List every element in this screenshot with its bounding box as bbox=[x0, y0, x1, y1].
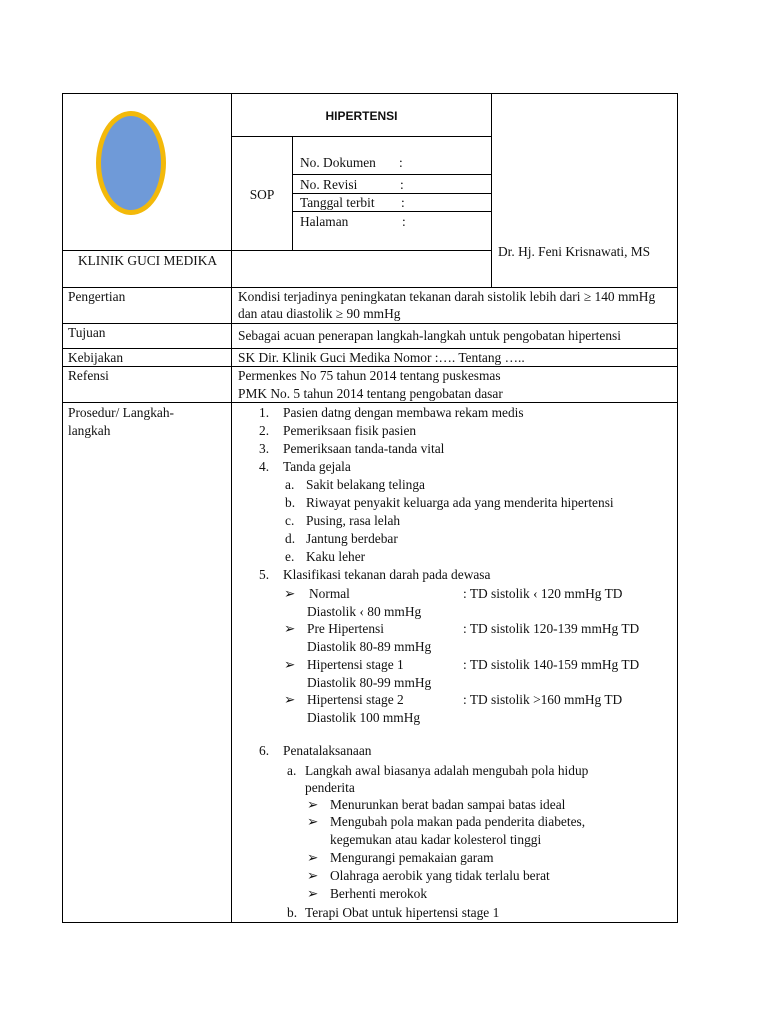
penatalaksanaan-item-cont: kegemukan atau kadar kolesterol tinggi bbox=[330, 832, 542, 847]
step-number: 4. bbox=[259, 459, 270, 474]
text-refensi-1: Permenkes No 75 tahun 2014 tentang puskesmas bbox=[238, 368, 501, 383]
klasifikasi-name: Hipertensi stage 2 bbox=[307, 692, 404, 707]
field-tanggal-terbit: Tanggal terbit bbox=[300, 195, 375, 210]
klasifikasi-value: : TD sistolik 140-159 mmHg TD bbox=[463, 657, 640, 672]
field-no-dokumen: No. Dokumen bbox=[300, 155, 376, 170]
label-prosedur-cont: langkah bbox=[68, 423, 111, 438]
step-text: Klasifikasi tekanan darah pada dewasa bbox=[283, 567, 491, 582]
klasifikasi-cont: Diastolik ‹ 80 mmHg bbox=[307, 604, 422, 619]
arrowhead-bullet-icon: ➢ bbox=[284, 621, 296, 636]
klasifikasi-value: : TD sistolik >160 mmHg TD bbox=[463, 692, 623, 707]
gejala-letter: b. bbox=[285, 495, 296, 510]
penatalaksanaan-a: Langkah awal biasanya adalah mengubah pola hidup bbox=[305, 763, 589, 778]
klasifikasi-cont: Diastolik 80-99 mmHg bbox=[307, 675, 432, 690]
klasifikasi-value: : TD sistolik ‹ 120 mmHg TD bbox=[463, 586, 623, 601]
penatalaksanaan-letter: a. bbox=[287, 763, 297, 778]
klasifikasi-name: Pre Hipertensi bbox=[307, 621, 384, 636]
arrowhead-bullet-icon: ➢ bbox=[307, 868, 319, 883]
signatory-name: Dr. Hj. Feni Krisnawati, MS bbox=[498, 244, 651, 259]
step-text: Pemeriksaan fisik pasien bbox=[283, 423, 417, 438]
penatalaksanaan-item: Berhenti merokok bbox=[330, 886, 428, 901]
table-border bbox=[62, 93, 678, 94]
sop-label: SOP bbox=[249, 187, 275, 202]
gejala-item: Pusing, rasa lelah bbox=[306, 513, 401, 528]
step-text: Pemeriksaan tanda-tanda vital bbox=[283, 441, 445, 456]
step-text: Penatalaksanaan bbox=[283, 743, 372, 758]
gejala-item: Sakit belakang telinga bbox=[306, 477, 425, 492]
gejala-letter: d. bbox=[285, 531, 296, 546]
gejala-letter: c. bbox=[285, 513, 295, 528]
penatalaksanaan-item: Mengurangi pemakaian garam bbox=[330, 850, 494, 865]
field-separator: : bbox=[401, 195, 405, 210]
penatalaksanaan-item: Olahraga aerobik yang tidak terlalu berat bbox=[330, 868, 550, 883]
penatalaksanaan-item: Mengubah pola makan pada penderita diabetes, bbox=[330, 814, 586, 829]
penatalaksanaan-item: Menurunkan berat badan sampai batas ideal bbox=[330, 797, 566, 812]
step-text: Tanda gejala bbox=[283, 459, 351, 474]
clinic-name: KLINIK GUCI MEDIKA bbox=[77, 253, 218, 268]
text-pengertian: Kondisi terjadinya peningkatan tekanan darah sistolik lebih dari ≥ 140 mmHg dan atau diastolik ≥ 90 mmHg bbox=[238, 289, 656, 321]
step-number: 2. bbox=[259, 423, 270, 438]
arrowhead-bullet-icon: ➢ bbox=[284, 692, 296, 707]
gejala-item: Riwayat penyakit keluarga ada yang menderita hipertensi bbox=[306, 495, 614, 510]
field-separator: : bbox=[402, 214, 406, 229]
gejala-item: Jantung berdebar bbox=[306, 531, 398, 546]
arrowhead-bullet-icon: ➢ bbox=[307, 797, 319, 812]
text-kebijakan: SK Dir. Klinik Guci Medika Nomor :…. Tentang ….. bbox=[238, 350, 525, 365]
sop-document bbox=[62, 93, 678, 923]
step-number: 1. bbox=[259, 405, 270, 420]
field-separator: : bbox=[400, 177, 404, 192]
label-pengertian: Pengertian bbox=[68, 289, 126, 304]
arrowhead-bullet-icon: ➢ bbox=[307, 814, 319, 829]
arrowhead-bullet-icon: ➢ bbox=[284, 586, 296, 601]
step-number: 6. bbox=[259, 743, 270, 758]
penatalaksanaan-a-cont: penderita bbox=[305, 780, 355, 795]
table-divider bbox=[62, 250, 492, 251]
gejala-letter: a. bbox=[285, 477, 295, 492]
label-refensi: Refensi bbox=[68, 368, 109, 383]
klasifikasi-name: Normal bbox=[309, 586, 350, 601]
klasifikasi-value: : TD sistolik 120-139 mmHg TD bbox=[463, 621, 640, 636]
table-divider bbox=[491, 93, 492, 287]
klasifikasi-cont: Diastolik 80-89 mmHg bbox=[307, 639, 432, 654]
klasifikasi-cont: Diastolik 100 mmHg bbox=[307, 710, 421, 725]
penatalaksanaan-b: Terapi Obat untuk hipertensi stage 1 bbox=[305, 905, 500, 920]
gejala-letter: e. bbox=[285, 549, 295, 564]
arrowhead-bullet-icon: ➢ bbox=[307, 886, 319, 901]
table-divider bbox=[231, 93, 232, 923]
label-kebijakan: Kebijakan bbox=[68, 350, 124, 365]
klasifikasi-name: Hipertensi stage 1 bbox=[307, 657, 404, 672]
table-divider bbox=[292, 174, 492, 175]
document-title: HIPERTENSI bbox=[325, 109, 398, 123]
field-separator: : bbox=[399, 155, 403, 170]
text-refensi-2: PMK No. 5 tahun 2014 tentang pengobatan dasar bbox=[238, 386, 503, 401]
field-no-revisi: No. Revisi bbox=[300, 177, 358, 192]
step-number: 3. bbox=[259, 441, 270, 456]
table-divider bbox=[231, 136, 492, 137]
clinic-logo bbox=[96, 111, 166, 215]
text-tujuan: Sebagai acuan penerapan langkah-langkah untuk pengobatan hipertensi bbox=[238, 328, 621, 343]
step-number: 5. bbox=[259, 567, 270, 582]
label-prosedur: Prosedur/ Langkah- bbox=[68, 405, 174, 420]
step-text: Pasien datng dengan membawa rekam medis bbox=[283, 405, 524, 420]
table-border bbox=[62, 93, 63, 923]
label-tujuan: Tujuan bbox=[68, 325, 106, 340]
arrowhead-bullet-icon: ➢ bbox=[307, 850, 319, 865]
gejala-item: Kaku leher bbox=[306, 549, 366, 564]
arrowhead-bullet-icon: ➢ bbox=[284, 657, 296, 672]
table-border bbox=[677, 93, 678, 923]
table-divider bbox=[62, 323, 678, 324]
table-border bbox=[62, 922, 678, 923]
penatalaksanaan-letter: b. bbox=[287, 905, 298, 920]
field-halaman: Halaman bbox=[300, 214, 349, 229]
